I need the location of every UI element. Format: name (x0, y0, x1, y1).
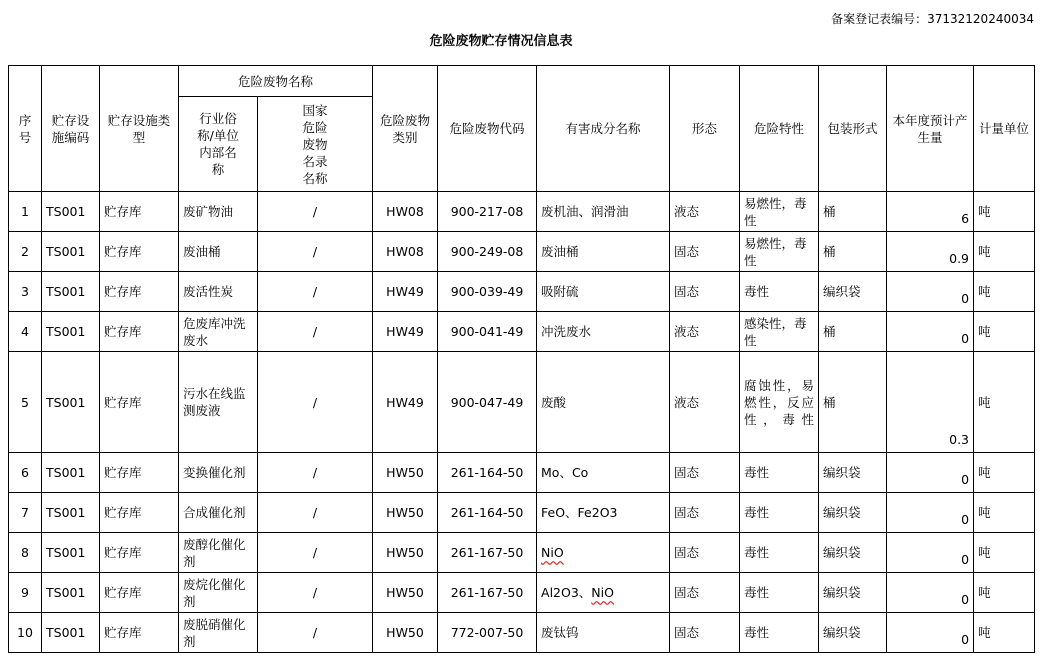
cell-hazard: 易燃性，毒性 (740, 232, 819, 272)
table-row (9, 493, 1035, 533)
cell-facility-code: TS001 (42, 352, 100, 453)
header-category: 危险废物类别 (373, 66, 438, 192)
header-national-name: 国家危险废物名录名称 (258, 97, 373, 192)
cell-form: 固态 (670, 493, 740, 533)
cell-form: 液态 (670, 192, 740, 232)
cell-code: 261-167-50 (438, 573, 537, 613)
cell-seq: 9 (9, 573, 42, 613)
cell-annual: 0 (887, 613, 974, 653)
cell-common-name: 废油桶 (179, 232, 258, 272)
cell-common-name: 危废库冲洗废水 (179, 312, 258, 352)
cell-facility-code: TS001 (42, 613, 100, 653)
cell-annual: 0 (887, 533, 974, 573)
cell-national-name: / (258, 232, 373, 272)
cell-hazard: 感染性，毒性 (740, 312, 819, 352)
cell-facility-type: 贮存库 (100, 533, 179, 573)
cell-common-name: 废烷化催化剂 (179, 573, 258, 613)
cell-category: HW49 (373, 312, 438, 352)
cell-unit: 吨 (974, 453, 1035, 493)
cell-facility-type: 贮存库 (100, 272, 179, 312)
cell-unit: 吨 (974, 573, 1035, 613)
header-hazard: 危险特性 (740, 66, 819, 192)
header-waste-name-group: 危险废物名称 (179, 66, 373, 97)
table-row (9, 613, 1035, 653)
header-unit: 计量单位 (974, 66, 1035, 192)
cell-packaging: 编织袋 (819, 453, 887, 493)
cell-common-name: 废活性炭 (179, 272, 258, 312)
cell-annual: 0 (887, 493, 974, 533)
cell-category: HW50 (373, 533, 438, 573)
cell-category: HW49 (373, 352, 438, 453)
cell-facility-type: 贮存库 (100, 312, 179, 352)
cell-code: 900-041-49 (438, 312, 537, 352)
cell-unit: 吨 (974, 312, 1035, 352)
cell-seq: 5 (9, 352, 42, 453)
hazardous-waste-table (8, 65, 1035, 653)
cell-form: 固态 (670, 613, 740, 653)
header-packaging: 包装形式 (819, 66, 887, 192)
cell-seq: 10 (9, 613, 42, 653)
cell-packaging: 编织袋 (819, 272, 887, 312)
cell-facility-type: 贮存库 (100, 573, 179, 613)
cell-form: 液态 (670, 352, 740, 453)
header-harmful: 有害成分名称 (537, 66, 670, 192)
cell-facility-type: 贮存库 (100, 453, 179, 493)
header-form: 形态 (670, 66, 740, 192)
cell-annual: 0.9 (887, 232, 974, 272)
cell-facility-code: TS001 (42, 272, 100, 312)
cell-packaging: 编织袋 (819, 573, 887, 613)
cell-code: 900-249-08 (438, 232, 537, 272)
cell-facility-code: TS001 (42, 232, 100, 272)
cell-common-name: 废矿物油 (179, 192, 258, 232)
header-common-name: 行业俗称/单位内部名称 (179, 97, 258, 192)
cell-seq: 6 (9, 453, 42, 493)
cell-code: 900-217-08 (438, 192, 537, 232)
cell-national-name: / (258, 352, 373, 453)
header-code: 危险废物代码 (438, 66, 537, 192)
cell-facility-code: TS001 (42, 453, 100, 493)
cell-annual: 6 (887, 192, 974, 232)
cell-unit: 吨 (974, 272, 1035, 312)
cell-form: 固态 (670, 573, 740, 613)
cell-category: HW49 (373, 272, 438, 312)
cell-category: HW08 (373, 232, 438, 272)
cell-code: 261-167-50 (438, 533, 537, 573)
cell-common-name: 废脱硝催化剂 (179, 613, 258, 653)
cell-harmful: 吸附硫 (537, 272, 670, 312)
cell-packaging: 编织袋 (819, 493, 887, 533)
cell-form: 固态 (670, 272, 740, 312)
cell-common-name: 合成催化剂 (179, 493, 258, 533)
header-seq: 序号 (9, 66, 42, 192)
cell-seq: 7 (9, 493, 42, 533)
header-annual: 本年度预计产生量 (887, 66, 974, 192)
cell-national-name: / (258, 613, 373, 653)
cell-category: HW08 (373, 192, 438, 232)
cell-facility-code: TS001 (42, 312, 100, 352)
cell-seq: 3 (9, 272, 42, 312)
cell-packaging: 编织袋 (819, 613, 887, 653)
cell-hazard: 易燃性，毒性 (740, 192, 819, 232)
cell-packaging: 桶 (819, 312, 887, 352)
cell-hazard: 毒性 (740, 493, 819, 533)
cell-unit: 吨 (974, 192, 1035, 232)
cell-packaging: 桶 (819, 352, 887, 453)
cell-facility-code: TS001 (42, 573, 100, 613)
cell-category: HW50 (373, 573, 438, 613)
cell-harmful: Al2O3、NiO (537, 573, 670, 613)
cell-hazard: 毒性 (740, 573, 819, 613)
cell-facility-code: TS001 (42, 533, 100, 573)
cell-national-name: / (258, 272, 373, 312)
cell-packaging: 编织袋 (819, 533, 887, 573)
cell-unit: 吨 (974, 533, 1035, 573)
cell-hazard: 毒性 (740, 533, 819, 573)
cell-harmful: 废机油、润滑油 (537, 192, 670, 232)
cell-national-name: / (258, 192, 373, 232)
cell-form: 液态 (670, 312, 740, 352)
cell-code: 900-047-49 (438, 352, 537, 453)
cell-common-name: 废醇化催化剂 (179, 533, 258, 573)
cell-packaging: 桶 (819, 192, 887, 232)
cell-category: HW50 (373, 613, 438, 653)
cell-national-name: / (258, 533, 373, 573)
table-header (9, 66, 1035, 192)
cell-seq: 1 (9, 192, 42, 232)
table-row (9, 192, 1035, 232)
cell-packaging: 桶 (819, 232, 887, 272)
cell-code: 261-164-50 (438, 493, 537, 533)
cell-national-name: / (258, 453, 373, 493)
cell-national-name: / (258, 493, 373, 533)
cell-facility-type: 贮存库 (100, 192, 179, 232)
cell-annual: 0.3 (887, 352, 974, 453)
table-row (9, 312, 1035, 352)
cell-annual: 0 (887, 453, 974, 493)
cell-harmful: NiO (537, 533, 670, 573)
header-facility-type: 贮存设施类型 (100, 66, 179, 192)
registration-number: 备案登记表编号：37132120240034 (831, 12, 1034, 26)
cell-national-name: / (258, 573, 373, 613)
cell-unit: 吨 (974, 493, 1035, 533)
cell-hazard: 毒性 (740, 453, 819, 493)
table-row (9, 352, 1035, 453)
cell-code: 900-039-49 (438, 272, 537, 312)
cell-form: 固态 (670, 533, 740, 573)
table-row (9, 453, 1035, 493)
cell-facility-type: 贮存库 (100, 493, 179, 533)
cell-common-name: 污水在线监测废液 (179, 352, 258, 453)
cell-facility-type: 贮存库 (100, 613, 179, 653)
cell-category: HW50 (373, 453, 438, 493)
table-row (9, 232, 1035, 272)
table-row (9, 573, 1035, 613)
cell-national-name: / (258, 312, 373, 352)
cell-facility-code: TS001 (42, 192, 100, 232)
cell-unit: 吨 (974, 613, 1035, 653)
cell-facility-type: 贮存库 (100, 232, 179, 272)
cell-form: 固态 (670, 453, 740, 493)
cell-facility-code: TS001 (42, 493, 100, 533)
cell-seq: 8 (9, 533, 42, 573)
cell-hazard: 毒性 (740, 272, 819, 312)
cell-harmful: 冲洗废水 (537, 312, 670, 352)
cell-harmful: Mo、Co (537, 453, 670, 493)
cell-hazard: 毒性 (740, 613, 819, 653)
page-title: 危险废物贮存情况信息表 (429, 34, 573, 49)
cell-annual: 0 (887, 573, 974, 613)
cell-code: 261-164-50 (438, 453, 537, 493)
table-row (9, 272, 1035, 312)
cell-seq: 4 (9, 312, 42, 352)
cell-unit: 吨 (974, 232, 1035, 272)
cell-code: 772-007-50 (438, 613, 537, 653)
cell-harmful: FeO、Fe2O3 (537, 493, 670, 533)
cell-harmful: 废钛钨 (537, 613, 670, 653)
cell-harmful: 废酸 (537, 352, 670, 453)
cell-annual: 0 (887, 272, 974, 312)
cell-common-name: 变换催化剂 (179, 453, 258, 493)
table-body (9, 192, 1035, 653)
cell-category: HW50 (373, 493, 438, 533)
cell-hazard: 腐蚀性，易燃性，反应性，毒性 (740, 352, 819, 453)
table-row (9, 533, 1035, 573)
cell-annual: 0 (887, 312, 974, 352)
cell-facility-type: 贮存库 (100, 352, 179, 453)
cell-seq: 2 (9, 232, 42, 272)
cell-unit: 吨 (974, 352, 1035, 453)
cell-form: 固态 (670, 232, 740, 272)
header-facility-code: 贮存设施编码 (42, 66, 100, 192)
cell-harmful: 废油桶 (537, 232, 670, 272)
